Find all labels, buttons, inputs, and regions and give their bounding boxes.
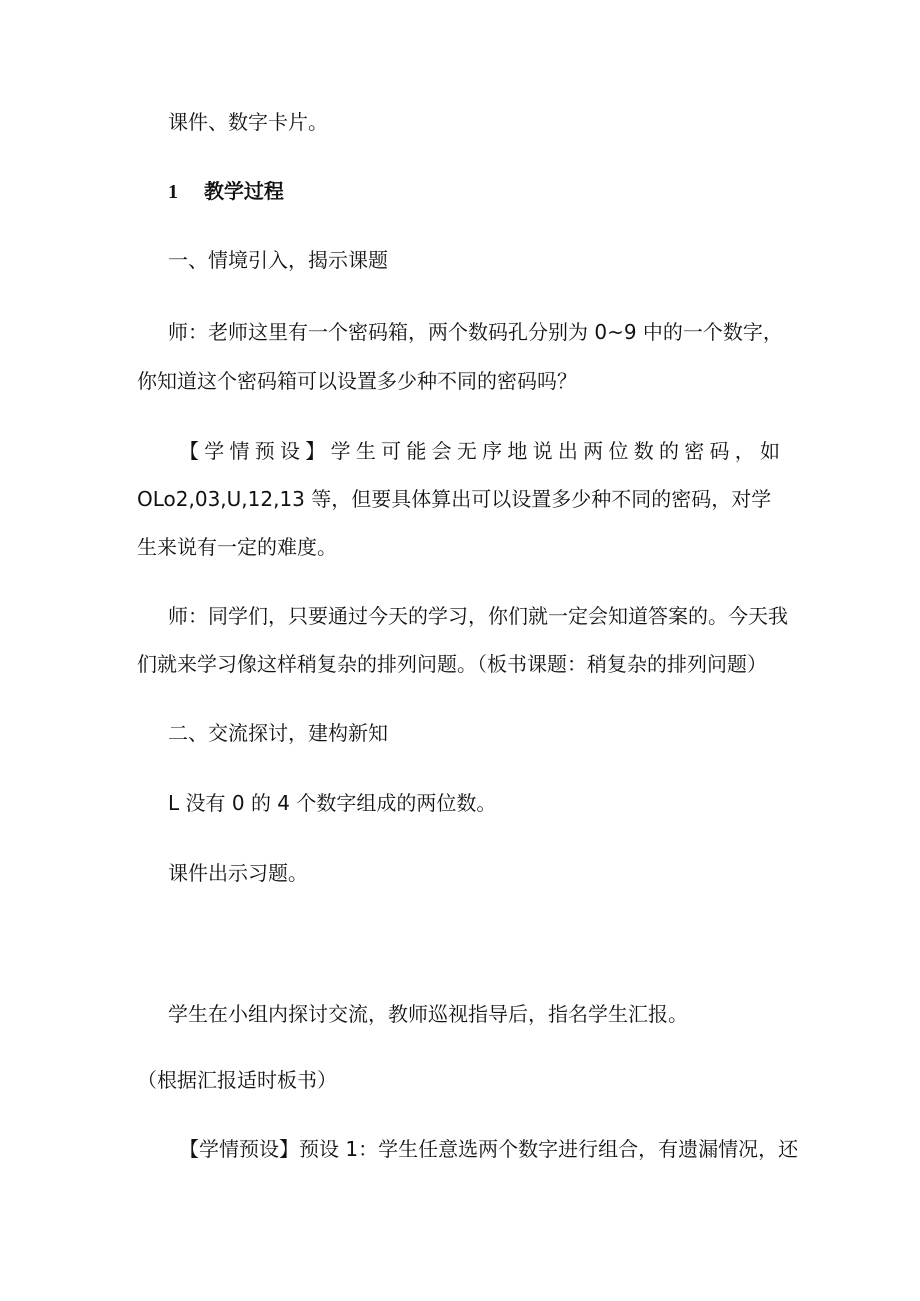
teacher-transition-line1: 师：同学们，只要通过今天的学习，你们就一定会知道答案的。今天我 xyxy=(168,604,788,628)
section-title: 教学过程 xyxy=(203,179,284,203)
group-discussion-line: 学生在小组内探讨交流，教师巡视指导后，指名学生汇报。 xyxy=(168,1002,688,1026)
materials-line: 课件、数字卡片。 xyxy=(168,110,328,134)
section-number: 1 xyxy=(168,181,178,203)
part1-heading: 一、情境引入，揭示课题 xyxy=(168,248,388,272)
teacher-intro-line2: 你知道这个密码箱可以设置多少种不同的密码吗？ xyxy=(137,369,577,393)
preset2-line: 【学情预设】预设 1：学生任意选两个数字进行组合，有遗漏情况，还 xyxy=(179,1137,799,1161)
courseware-line: 课件出示习题。 xyxy=(168,861,308,885)
part2-heading: 二、交流探讨，建构新知 xyxy=(168,721,388,745)
teacher-intro-line1: 师：老师这里有一个密码箱，两个数码孔分别为 0~9 中的一个数字， xyxy=(168,320,783,344)
preset1-line3: 生来说有一定的难度。 xyxy=(137,535,337,559)
preset1-line2: OLo2,03,U,12,13 等，但要具体算出可以设置多少种不同的密码，对学 xyxy=(137,487,772,511)
section-heading xyxy=(168,176,284,207)
preset1-line1: 【学情预设】学生可能会无序地说出两位数的密码，如 xyxy=(179,439,780,463)
teacher-transition-line2: 们就来学习像这样稍复杂的排列问题。（板书课题：稍复杂的排列问题） xyxy=(137,652,767,676)
board-note-line: （根据汇报适时板书） xyxy=(137,1068,337,1092)
item1-line: L 没有 0 的 4 个数字组成的两位数。 xyxy=(168,791,497,815)
